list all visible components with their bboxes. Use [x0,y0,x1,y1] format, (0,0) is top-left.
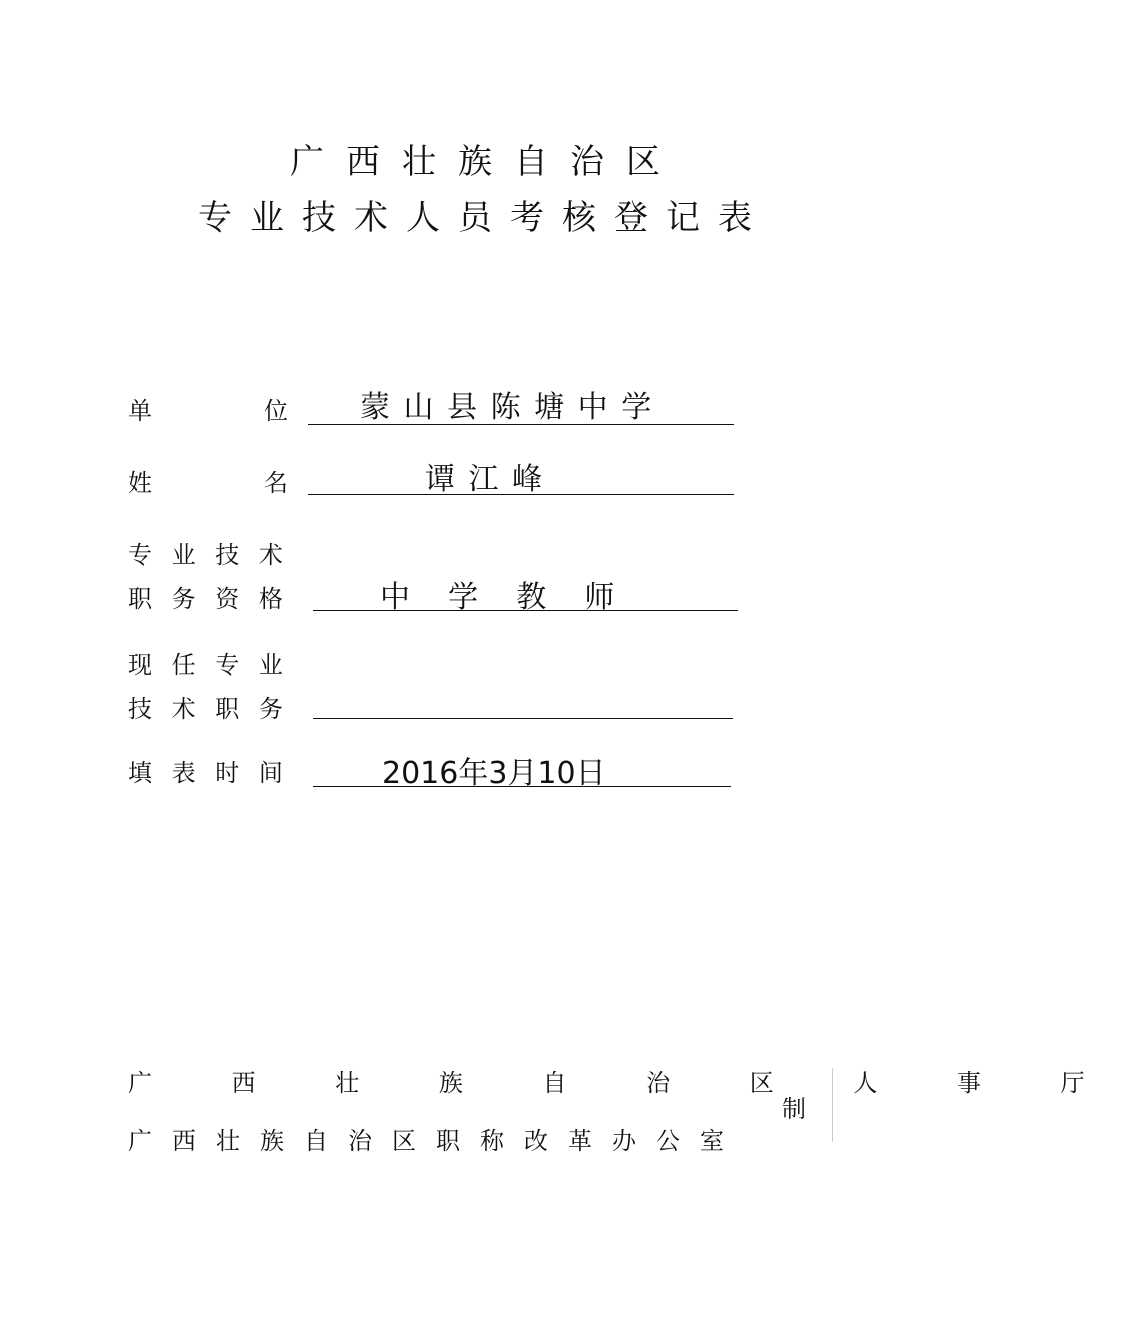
made-by-label: 制 [782,1095,806,1123]
name-value: 谭 江 峰 [425,462,545,497]
unit-label-char2: 位 [264,397,288,425]
fill-date-value: 2016年3月10日 [382,756,606,791]
footer-divider [832,1068,833,1142]
fill-date-underline [313,786,731,787]
unit-label-char1: 单 [128,397,152,425]
current-post-underline [313,718,733,719]
name-underline [308,494,734,495]
unit-underline [308,424,734,425]
title-line-2: 专业技术人员考核登记表 [198,198,770,238]
issuer-line-1: 广 西 壮 族 自 治 区 人 事 厅 [128,1069,1121,1097]
unit-value: 蒙 山 县 陈 塘 中 学 [360,390,654,425]
current-post-label-line1: 现 任 专 业 [128,651,289,679]
title-line-1: 广西壮族自治区 [290,142,682,182]
name-label-char2: 名 [264,469,288,497]
fill-date-label: 填 表 时 间 [128,759,289,787]
name-label-char1: 姓 [128,469,152,497]
qualification-underline [313,610,738,611]
current-post-label-line2: 技 术 职 务 [128,695,289,723]
qualification-label-line2: 职 务 资 格 [128,585,289,613]
qualification-label-line1: 专 业 技 术 [128,541,289,569]
qualification-value: 中 学 教 师 [380,580,615,615]
issuer-line-2: 广西壮族自治区职称改革办公室 [128,1127,744,1155]
